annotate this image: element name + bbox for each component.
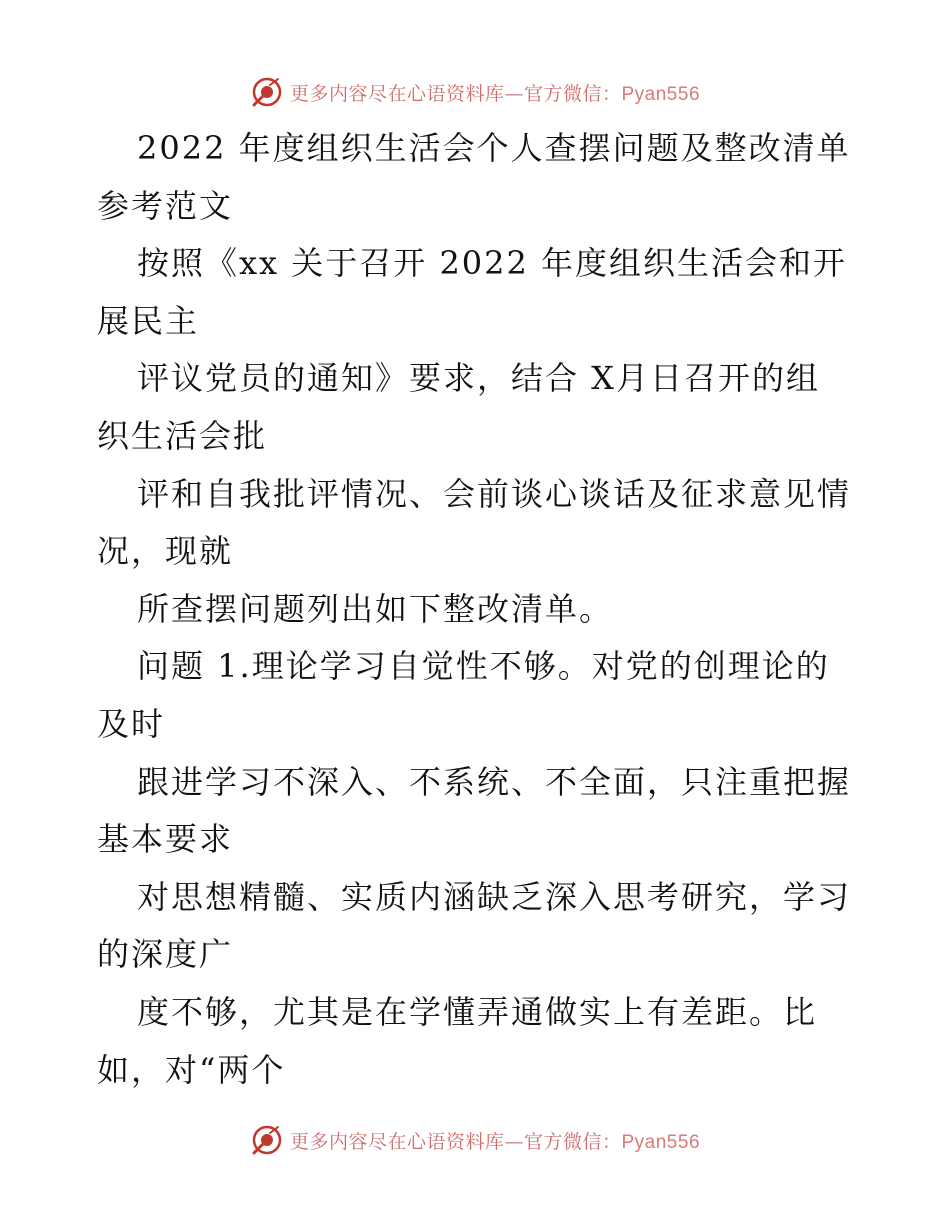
watermark-footer <box>0 1120 950 1160</box>
paragraph-line: 评和自我批评情况、会前谈心谈话及征求意见情 <box>137 474 852 513</box>
paragraph-continuation-line: 况，现就 <box>97 532 234 571</box>
paragraph-continuation-line: 基本要求 <box>97 820 234 859</box>
watermark-header <box>0 72 950 112</box>
paragraph-line: 评议党员的通知》要求，结合 X月日召开的组 <box>137 359 820 398</box>
watermark-text: 更多内容尽在心语资料库—官方微信：Pyan556 <box>289 82 701 105</box>
paragraph-line: 度不够，尤其是在学懂弄通做实上有差距。比 <box>137 993 818 1031</box>
paragraph-continuation-line: 织生活会批 <box>97 417 268 455</box>
paragraph-continuation-line: 参考范文 <box>97 186 234 225</box>
paragraph-line: 跟进学习不深入、不系统、不全面，只注重把握 <box>137 762 852 801</box>
pen-logo-icon <box>250 1123 284 1157</box>
paragraph-line: 2022 年度组织生活会个人查摆问题及整改清单 <box>137 129 851 167</box>
paragraph-continuation-line: 的深度广 <box>97 935 234 974</box>
watermark-text: 更多内容尽在心语资料库—官方微信：Pyan556 <box>289 1130 701 1153</box>
paragraph-line: 按照《xx 关于召开 2022 年度组织生活会和开 <box>137 244 848 283</box>
paragraph-line: 问题 1.理论学习自觉性不够。对党的创理论的 <box>137 647 830 686</box>
paragraph-continuation-line: 展民主 <box>97 301 200 340</box>
pen-logo-icon <box>250 75 284 109</box>
paragraph-line: 所查摆问题列出如下整改清单。 <box>137 589 614 628</box>
paragraph-continuation-line: 如，对“两个 <box>97 1050 286 1089</box>
paragraph-line: 对思想精髓、实质内涵缺乏深入思考研究，学习 <box>137 877 852 916</box>
paragraph-continuation-line: 及时 <box>97 705 166 743</box>
